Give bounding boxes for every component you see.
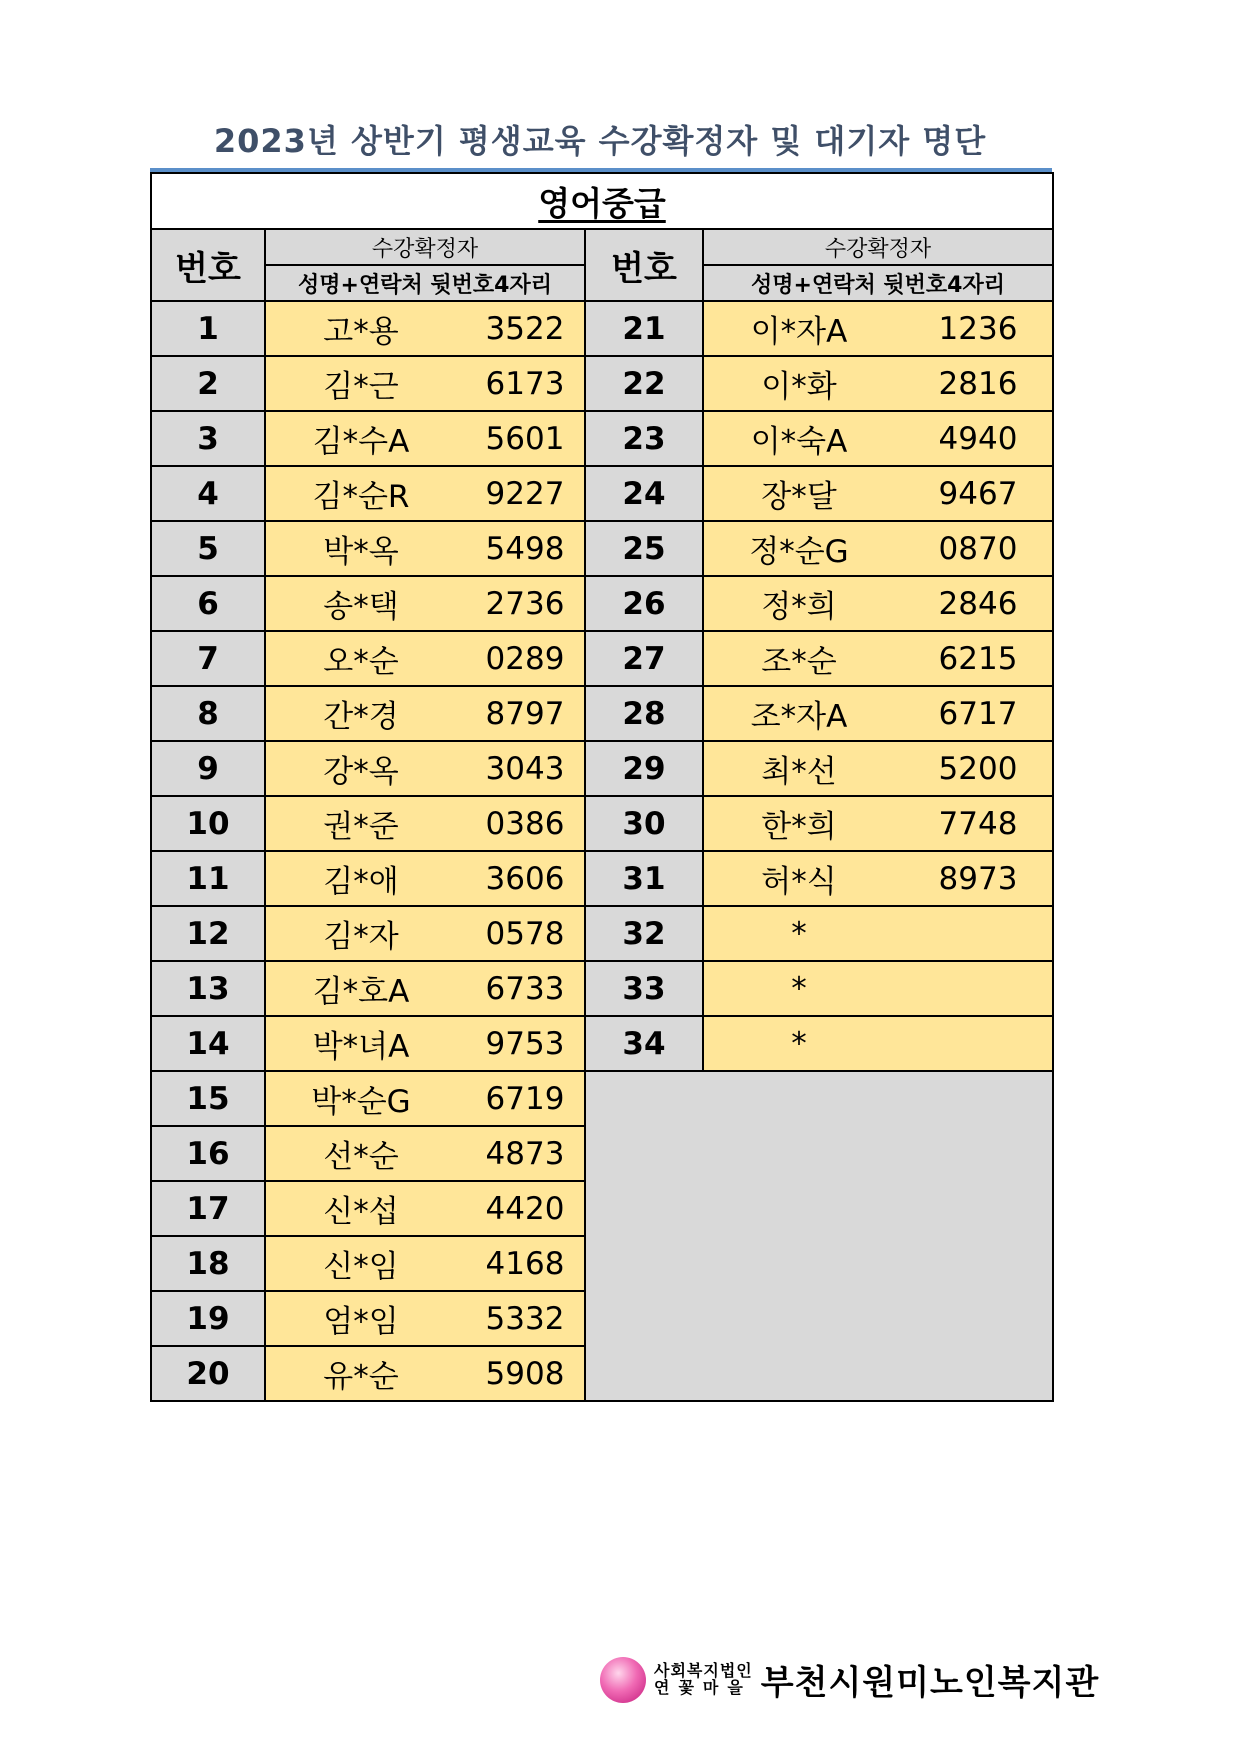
entry-cell xyxy=(265,521,585,576)
phone-last4: 6733 xyxy=(485,970,565,1007)
phone-last4: 1236 xyxy=(938,310,1018,347)
table-row xyxy=(151,851,1053,906)
row-number: 9 xyxy=(151,741,265,796)
row-number: 13 xyxy=(151,961,265,1016)
row-number: 16 xyxy=(151,1126,265,1181)
phone-last4: 5200 xyxy=(938,750,1018,787)
entry-cell xyxy=(703,796,1053,851)
phone-last4: 0578 xyxy=(485,915,565,952)
phone-last4: 6173 xyxy=(485,365,565,402)
table-row xyxy=(151,1016,1053,1071)
participant-name: 엄*임 xyxy=(323,1304,399,1340)
phone-last4: 2846 xyxy=(938,585,1018,622)
entry-cell xyxy=(265,356,585,411)
phone-last4: 4873 xyxy=(485,1135,565,1172)
row-number: 1 xyxy=(151,301,265,356)
lotus-emblem-icon xyxy=(600,1657,646,1703)
table-row xyxy=(151,1071,1053,1126)
phone-last4: 6719 xyxy=(485,1080,565,1117)
roster-table xyxy=(150,172,1054,1402)
phone-last4: 5601 xyxy=(485,420,565,457)
participant-name: 정*희 xyxy=(761,589,837,625)
row-number: 26 xyxy=(585,576,703,631)
entry-cell xyxy=(703,741,1053,796)
corp-name xyxy=(654,1660,753,1697)
header-number-left: 번호 xyxy=(151,229,265,301)
participant-name: 장*달 xyxy=(761,479,837,515)
org-name: 부천시원미노인복지관 xyxy=(760,1663,1100,1703)
phone-last4: 5908 xyxy=(485,1355,565,1392)
participant-name: 강*옥 xyxy=(323,754,399,790)
entry-cell xyxy=(703,631,1053,686)
row-number: 17 xyxy=(151,1181,265,1236)
participant-name: 김*근 xyxy=(323,369,399,405)
participant-name: * xyxy=(791,970,807,1007)
phone-last4: 5498 xyxy=(485,530,565,567)
entry-cell xyxy=(265,1291,585,1346)
table-row xyxy=(151,741,1053,796)
sheet-title: 영어중급 xyxy=(538,183,666,223)
table-row xyxy=(151,356,1053,411)
participant-name: 조*순 xyxy=(761,644,837,680)
row-number: 32 xyxy=(585,906,703,961)
phone-last4: 6215 xyxy=(938,640,1018,677)
row-number: 23 xyxy=(585,411,703,466)
table-row xyxy=(151,961,1053,1016)
entry-cell xyxy=(265,741,585,796)
row-number: 4 xyxy=(151,466,265,521)
table-row xyxy=(151,906,1053,961)
table-row xyxy=(151,411,1053,466)
row-number: 28 xyxy=(585,686,703,741)
entry-cell xyxy=(703,411,1053,466)
phone-last4: 6717 xyxy=(938,695,1018,732)
participant-name: 유*순 xyxy=(323,1359,399,1395)
phone-last4: 2816 xyxy=(938,365,1018,402)
phone-last4: 4168 xyxy=(485,1245,565,1282)
header-sub-right: 성명+연락처 뒷번호4자리 xyxy=(703,265,1053,301)
empty-filler-area xyxy=(585,1071,1053,1401)
entry-cell xyxy=(265,576,585,631)
row-number: 10 xyxy=(151,796,265,851)
row-number: 15 xyxy=(151,1071,265,1126)
participant-name: 김*자 xyxy=(323,919,399,955)
participant-name: 박*순G xyxy=(311,1084,411,1120)
participant-name: 박*옥 xyxy=(323,534,399,570)
entry-cell xyxy=(703,851,1053,906)
entry-cell xyxy=(703,906,1053,961)
table-row xyxy=(151,301,1053,356)
entry-cell xyxy=(265,686,585,741)
entry-cell xyxy=(265,961,585,1016)
phone-last4: 4940 xyxy=(938,420,1018,457)
entry-cell xyxy=(703,1016,1053,1071)
row-number: 21 xyxy=(585,301,703,356)
participant-name: 이*화 xyxy=(761,369,837,405)
sheet-title-cell xyxy=(151,173,1053,229)
entry-cell xyxy=(703,466,1053,521)
participant-name: 선*순 xyxy=(323,1139,399,1175)
entry-cell xyxy=(265,1181,585,1236)
phone-last4: 4420 xyxy=(485,1190,565,1227)
row-number: 11 xyxy=(151,851,265,906)
entry-cell xyxy=(265,851,585,906)
table-row xyxy=(151,521,1053,576)
row-number: 31 xyxy=(585,851,703,906)
row-number: 24 xyxy=(585,466,703,521)
participant-name: 김*애 xyxy=(323,864,399,900)
phone-last4: 9753 xyxy=(485,1025,565,1062)
participant-name: 이*자A xyxy=(750,314,848,350)
phone-last4: 8973 xyxy=(938,860,1018,897)
entry-cell xyxy=(703,961,1053,1016)
participant-name: 조*자A xyxy=(750,699,848,735)
phone-last4: 3043 xyxy=(485,750,565,787)
participant-name: 정*순G xyxy=(749,534,849,570)
phone-last4: 0870 xyxy=(938,530,1018,567)
participant-name: 송*택 xyxy=(323,589,399,625)
table-row xyxy=(151,631,1053,686)
participant-name: * xyxy=(791,1025,807,1062)
row-number: 18 xyxy=(151,1236,265,1291)
entry-cell xyxy=(703,576,1053,631)
participant-name: 허*식 xyxy=(761,864,837,900)
row-number: 14 xyxy=(151,1016,265,1071)
corp-line-2: 연꽃마을 xyxy=(654,1677,752,1697)
entry-cell xyxy=(265,1236,585,1291)
participant-name: 김*수A xyxy=(312,424,410,460)
participant-name: 한*희 xyxy=(761,809,837,845)
entry-cell xyxy=(265,301,585,356)
row-number: 27 xyxy=(585,631,703,686)
phone-last4: 0289 xyxy=(485,640,565,677)
phone-last4: 3606 xyxy=(485,860,565,897)
row-number: 8 xyxy=(151,686,265,741)
table-row xyxy=(151,796,1053,851)
row-number: 6 xyxy=(151,576,265,631)
row-number: 3 xyxy=(151,411,265,466)
row-number: 2 xyxy=(151,356,265,411)
row-number: 29 xyxy=(585,741,703,796)
participant-name: 신*임 xyxy=(323,1249,399,1285)
participant-name: 김*호A xyxy=(312,974,410,1010)
phone-last4: 9467 xyxy=(938,475,1018,512)
table-row xyxy=(151,576,1053,631)
entry-cell xyxy=(265,1071,585,1126)
document-title: 2023년 상반기 평생교육 수강확정자 및 대기자 명단 xyxy=(213,122,987,160)
participant-name: 이*숙A xyxy=(750,424,848,460)
phone-last4: 9227 xyxy=(485,475,565,512)
table-row xyxy=(151,686,1053,741)
row-number: 7 xyxy=(151,631,265,686)
row-number: 12 xyxy=(151,906,265,961)
entry-cell xyxy=(265,411,585,466)
entry-cell xyxy=(265,1126,585,1181)
header-sub-left: 성명+연락처 뒷번호4자리 xyxy=(265,265,585,301)
entry-cell xyxy=(265,1346,585,1401)
participant-name: * xyxy=(791,915,807,952)
phone-last4: 3522 xyxy=(485,310,565,347)
entry-cell xyxy=(265,1016,585,1071)
table-row xyxy=(151,466,1053,521)
entry-cell xyxy=(265,466,585,521)
phone-last4: 2736 xyxy=(485,585,565,622)
corp-line-1: 사회복지법인 xyxy=(654,1660,753,1680)
phone-last4: 8797 xyxy=(485,695,565,732)
row-number: 22 xyxy=(585,356,703,411)
participant-name: 고*용 xyxy=(323,314,399,350)
row-number: 30 xyxy=(585,796,703,851)
entry-cell xyxy=(265,631,585,686)
participant-name: 권*준 xyxy=(323,809,399,845)
entry-cell xyxy=(703,301,1053,356)
phone-last4: 7748 xyxy=(938,805,1018,842)
phone-last4: 0386 xyxy=(485,805,565,842)
footer-logo xyxy=(600,1655,1099,1704)
row-number: 34 xyxy=(585,1016,703,1071)
entry-cell xyxy=(703,686,1053,741)
entry-cell xyxy=(703,356,1053,411)
row-number: 5 xyxy=(151,521,265,576)
entry-cell xyxy=(265,796,585,851)
phone-last4: 5332 xyxy=(485,1300,565,1337)
entry-cell xyxy=(265,906,585,961)
row-number: 25 xyxy=(585,521,703,576)
participant-name: 최*선 xyxy=(761,754,837,790)
header-confirmed-right: 수강확정자 xyxy=(703,229,1053,265)
row-number: 20 xyxy=(151,1346,265,1401)
row-number: 33 xyxy=(585,961,703,1016)
participant-name: 신*섭 xyxy=(323,1194,399,1230)
participant-name: 박*녀A xyxy=(312,1029,410,1065)
row-number: 19 xyxy=(151,1291,265,1346)
header-confirmed-left: 수강확정자 xyxy=(265,229,585,265)
entry-cell xyxy=(703,521,1053,576)
participant-name: 오*순 xyxy=(323,644,399,680)
header-number-right: 번호 xyxy=(585,229,703,301)
participant-name: 김*순R xyxy=(312,479,410,515)
participant-name: 간*경 xyxy=(323,699,399,735)
